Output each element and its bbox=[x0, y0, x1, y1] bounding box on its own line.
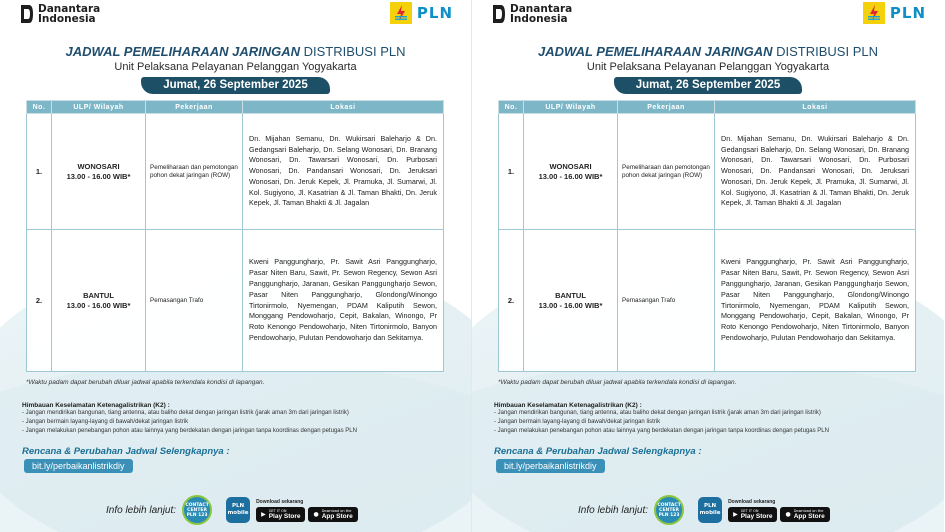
download-label: Download sekarang bbox=[728, 498, 776, 505]
play-store-button[interactable]: ▶ GET IT ON Play Store bbox=[728, 507, 777, 522]
info-label: Info lebih lanjut: bbox=[106, 504, 177, 516]
apple-icon: ● bbox=[313, 510, 319, 518]
schedule-link-label: Rencana & Perubahan Jadwal Selengkapnya : bbox=[494, 446, 702, 457]
play-store-button[interactable]: ▶ GET IT ON Play Store bbox=[256, 507, 305, 522]
row-location: Kweni Panggungharjo, Pr. Sawit Asri Panggungharjo, Pasar Niten Baru, Sawit, Pr. Sewon Regency, Sewon Asri Panggungharjo, Jaranan, Gesikan Panggungharjo Sewon, Pasar Niten Panggungharjo, Glondong/Winongo Tirtonirmolo, Nyemengan, PDAM Kaliputih Sewon, Monggang Pendowoharjo, Cepit, Bakalan, Winongo, Pr Roto Kenongo Pendowoharjo, Niten Tirtonirmolo, Banyon Pendowoharjo, Pulutan Pendowoharjo dan Sekitarnya. bbox=[715, 230, 916, 372]
row-job: Pemasangan Trafo bbox=[146, 230, 243, 372]
danantara-mark-icon bbox=[20, 3, 34, 25]
safety-item: - Jangan bermain layang-layang di bawah/dekat jaringan listrik bbox=[22, 418, 357, 427]
download-label: Download sekarang bbox=[256, 498, 304, 505]
poster-right bbox=[472, 0, 944, 532]
page-title: JADWAL PEMELIHARAAN JARINGAN DISTRIBUSI PLN bbox=[65, 44, 406, 59]
row-area: BANTUL 13.00 - 16.00 WIB* bbox=[52, 230, 146, 372]
row-no: 2. bbox=[499, 230, 524, 372]
danantara-logo bbox=[492, 3, 572, 25]
safety-item: - Jangan mendirikan bangunan, tiang antenna, atau baliho dekat dengan jaringan listrik (jarak aman 3m dari jaringan listrik) bbox=[22, 409, 357, 418]
pln-logo bbox=[390, 2, 453, 24]
info-footer bbox=[578, 495, 833, 525]
safety-advice bbox=[22, 402, 357, 436]
safety-title: Himbauan Keselamatan Ketenagalistrikan (K2) : bbox=[22, 402, 170, 409]
table-header bbox=[27, 101, 444, 114]
heading bbox=[472, 44, 944, 94]
pln-wordmark: PLN bbox=[889, 4, 926, 22]
col-loc: Lokasi bbox=[715, 101, 916, 114]
date-badge: Jumat, 26 September 2025 bbox=[614, 77, 802, 94]
schedule-note: *Waktu padam dapat berubah diluar jadwal apabila terkendala kondisi di lapangan. bbox=[498, 379, 737, 386]
contact-center-icon[interactable]: CONTACT CENTER PLN 123 bbox=[654, 495, 684, 525]
info-label: Info lebih lanjut: bbox=[578, 504, 649, 516]
row-location: Dn. Mijahan Semanu, Dn. Wukirsari Baleharjo & Dn. Gedangsari Baleharjo, Dn. Selang Wonosari, Dn. Branang Wonosari, Dn. Tawarsari Wonosari, Dn. Purbosari Wonosari, Dn. Pandansari Wonosari, Dn. Jeruksari Wonosari, Dn. Jeruk Kepek, Jl. Pramuka, Jl. Sumarwi, Jl. Kol. Sugiyono, Jl. Kasatrian & Jl. Taman Bhakti, Dn. Jeruk Kepek, Jl. Taman Bhakti & Jl. Jagalan bbox=[243, 114, 444, 230]
schedule-link[interactable]: bit.ly/perbaikanlistrikdiy bbox=[496, 459, 605, 473]
row-job: Pemeliharaan dan pemotongan pohon dekat jaringan (ROW) bbox=[146, 114, 243, 230]
apple-icon: ● bbox=[785, 510, 791, 518]
col-ulp: ULP/ Wilayah bbox=[52, 101, 146, 114]
safety-advice bbox=[494, 402, 829, 436]
row-job: Pemeliharaan dan pemotongan pohon dekat jaringan (ROW) bbox=[618, 114, 715, 230]
info-footer bbox=[106, 495, 361, 525]
page-subtitle: Unit Pelaksana Pelayanan Pelanggan Yogyakarta bbox=[586, 61, 830, 73]
app-store-button[interactable]: ● Download on the App Store bbox=[780, 507, 829, 522]
page-title: JADWAL PEMELIHARAAN JARINGAN DISTRIBUSI PLN bbox=[538, 44, 878, 59]
table-header bbox=[499, 101, 916, 114]
col-no: No. bbox=[27, 101, 52, 114]
safety-item: - Jangan melakukan penebangan pohon atau lainnya yang berdekatan dengan jaringan tanpa koordinas dengan petugas PLN bbox=[494, 427, 829, 436]
safety-item: - Jangan melakukan penebangan pohon atau lainnya yang berdekatan dengan jaringan tanpa koordinas dengan petugas PLN bbox=[22, 427, 357, 436]
poster-left bbox=[0, 0, 472, 532]
pln-mobile-icon[interactable]: PLN mobile bbox=[698, 497, 722, 523]
app-store-button[interactable]: ● Download on the App Store bbox=[308, 507, 357, 522]
table-row bbox=[499, 230, 916, 372]
schedule-table bbox=[498, 100, 916, 372]
table-row bbox=[499, 114, 916, 230]
schedule-link[interactable]: bit.ly/perbaikanlistrikdiy bbox=[24, 459, 133, 473]
col-job: Pekerjaan bbox=[146, 101, 243, 114]
brand-line1: Danantara bbox=[510, 3, 573, 15]
safety-item: - Jangan bermain layang-layang di bawah/dekat jaringan listrik bbox=[494, 418, 829, 427]
schedule-note: *Waktu padam dapat berubah diluar jadwal apabila terkendala kondisi di lapangan. bbox=[26, 379, 265, 386]
schedule-table bbox=[26, 100, 444, 372]
danantara-logo bbox=[20, 3, 100, 25]
row-no: 1. bbox=[499, 114, 524, 230]
safety-title: Himbauan Keselamatan Ketenagalistrikan (K2) : bbox=[494, 402, 642, 409]
pln-bolt-icon bbox=[863, 2, 885, 24]
brand-line2: Indonesia bbox=[38, 13, 96, 25]
row-no: 2. bbox=[27, 230, 52, 372]
row-location: Kweni Panggungharjo, Pr. Sawit Asri Panggungharjo, Pasar Niten Baru, Sawit, Pr. Sewon Regency, Sewon Asri Panggungharjo, Jaranan, Gesikan Panggungharjo Sewon, Pasar Niten Panggungharjo, Glondong/Winongo Tirtonirmolo, Nyemengan, PDAM Kaliputih Sewon, Monggang Pendowoharjo, Cepit, Bakalan, Winongo, Pr Roto Kenongo Pendowoharjo, Niten Tirtonirmolo, Banyon Pendowoharjo, Pulutan Pendowoharjo dan Sekitarnya. bbox=[243, 230, 444, 372]
page-subtitle: Unit Pelaksana Pelayanan Pelanggan Yogyakarta bbox=[114, 61, 357, 73]
pln-bolt-icon bbox=[390, 2, 412, 24]
row-location: Dn. Mijahan Semanu, Dn. Wukirsari Baleharjo & Dn. Gedangsari Baleharjo, Dn. Selang Wonosari, Dn. Branang Wonosari, Dn. Tawarsari Wonosari, Dn. Purbosari Wonosari, Dn. Pandansari Wonosari, Dn. Jeruksari Wonosari, Dn. Jeruk Kepek, Jl. Pramuka, Jl. Sumarwi, Jl. Kol. Sugiyono, Jl. Kasatrian & Jl. Taman Bhakti, Dn. Jeruk Kepek, Jl. Taman Bhakti & Jl. Jagalan bbox=[715, 114, 916, 230]
danantara-mark-icon bbox=[492, 3, 506, 25]
pln-logo bbox=[863, 2, 926, 24]
heading bbox=[0, 44, 471, 94]
pln-wordmark: PLN bbox=[416, 4, 453, 22]
row-area: WONOSARI 13.00 - 16.00 WIB* bbox=[52, 114, 146, 230]
table-row bbox=[27, 114, 444, 230]
pln-mobile-icon[interactable]: PLN mobile bbox=[226, 497, 250, 523]
row-area: BANTUL 13.00 - 16.00 WIB* bbox=[524, 230, 618, 372]
col-loc: Lokasi bbox=[243, 101, 444, 114]
col-job: Pekerjaan bbox=[618, 101, 715, 114]
col-no: No. bbox=[499, 101, 524, 114]
safety-item: - Jangan mendirikan bangunan, tiang antenna, atau baliho dekat dengan jaringan listrik (jarak aman 3m dari jaringan listrik) bbox=[494, 409, 829, 418]
row-no: 1. bbox=[27, 114, 52, 230]
col-ulp: ULP/ Wilayah bbox=[524, 101, 618, 114]
row-job: Pemasangan Trafo bbox=[618, 230, 715, 372]
date-badge: Jumat, 26 September 2025 bbox=[141, 77, 329, 94]
row-area: WONOSARI 13.00 - 16.00 WIB* bbox=[524, 114, 618, 230]
table-row bbox=[27, 230, 444, 372]
play-icon: ▶ bbox=[261, 510, 266, 518]
brand-line2: Indonesia bbox=[510, 13, 568, 25]
schedule-link-label: Rencana & Perubahan Jadwal Selengkapnya : bbox=[22, 446, 230, 457]
brand-line1: Danantara bbox=[38, 3, 101, 15]
contact-center-icon[interactable]: CONTACT CENTER PLN 123 bbox=[182, 495, 212, 525]
play-icon: ▶ bbox=[733, 510, 738, 518]
